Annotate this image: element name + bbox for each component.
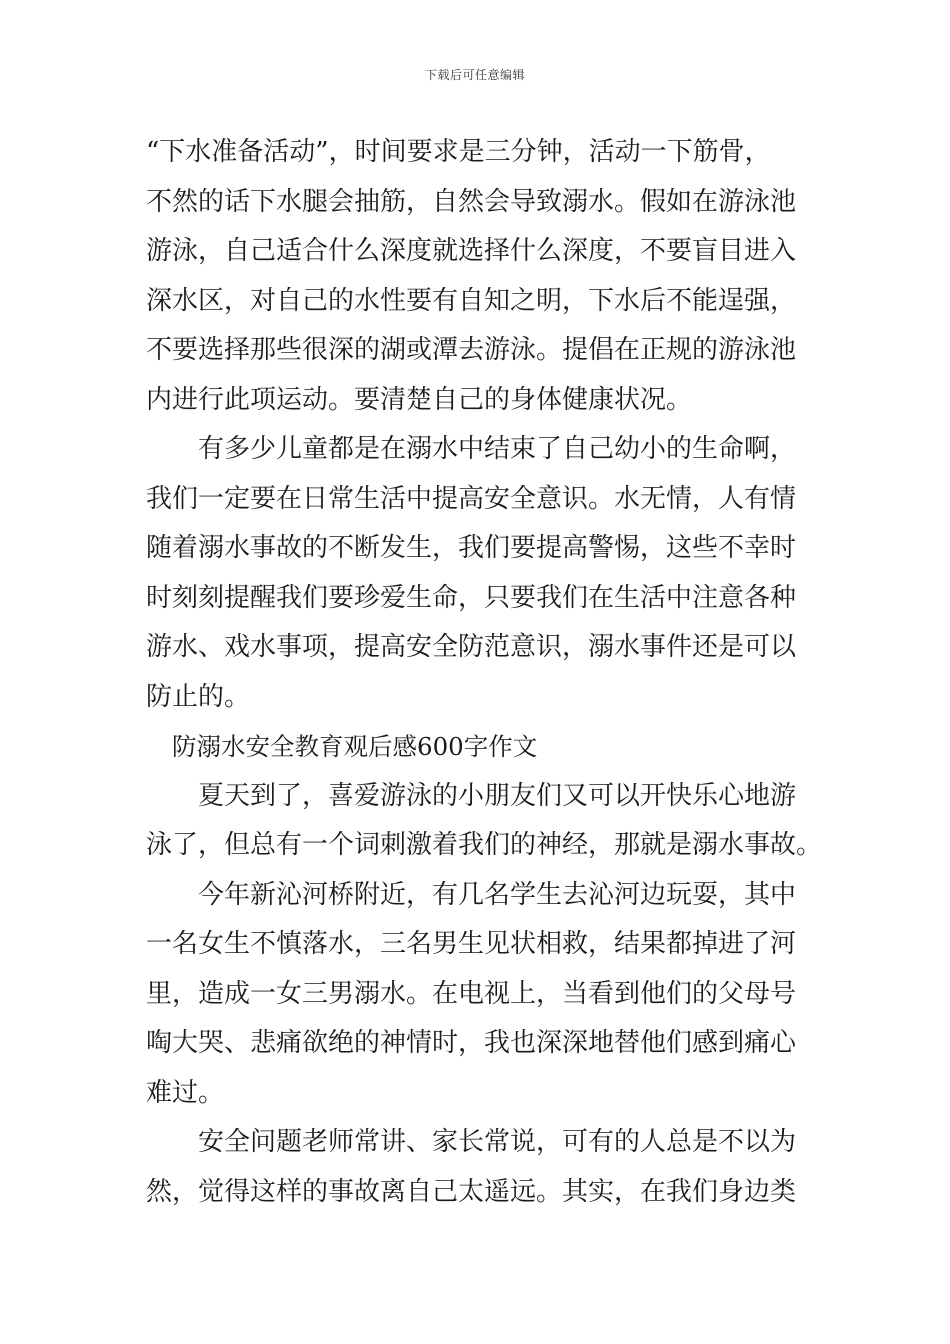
paragraph-first-line: 今年新沁河桥附近，有几名学生去沁河边玩耍，其中: [198, 879, 797, 910]
text-line: 一名女生不慎落水，三名男生见状相救，结果都掉进了河: [146, 929, 797, 959]
text-line: 难过。: [146, 1077, 225, 1108]
text-line: 游水、戏水事项，提高安全防范意识，溺水事件还是可以: [146, 632, 797, 662]
text-line: 不要选择那些很深的湖或潭去游泳。提倡在正规的游泳池: [146, 335, 797, 365]
text-line: “下水准备活动”，时间要求是三分钟，活动一下筋骨，: [146, 137, 771, 167]
text-line: 随着溺水事故的不断发生，我们要提高警惕，这些不幸时: [146, 533, 797, 563]
text-line: 时刻刻提醒我们要珍爱生命，只要我们在生活中注意各种: [146, 582, 797, 613]
text-line: 防止的。: [146, 681, 251, 712]
text-line: 游泳，自己适合什么深度就选择什么深度，不要盲目进入: [146, 236, 797, 266]
page-header-note: 下载后可任意编辑: [424, 68, 525, 82]
text-line: 深水区，对自己的水性要有自知之明，下水后不能逞强，: [146, 285, 797, 316]
paragraph-first-line: 夏天到了，喜爱游泳的小朋友们又可以开快乐心地游: [198, 780, 797, 811]
text-line: 啕大哭、悲痛欲绝的神情时，我也深深地替他们感到痛心: [146, 1028, 797, 1058]
text-line: 泳了，但总有一个词刺激着我们的神经，那就是溺水事故。: [146, 830, 823, 860]
text-line: 里，造成一女三男溺水。在电视上，当看到他们的父母号: [146, 978, 797, 1009]
document-body: [146, 128, 823, 1217]
text-line: 内进行此项运动。要清楚自己的身体健康状况。: [146, 384, 693, 415]
text-line: 不然的话下水腿会抽筋，自然会导致溺水。假如在游泳池: [146, 186, 797, 217]
text-line: 我们一定要在日常生活中提高安全意识。水无情，人有情: [146, 483, 797, 514]
text-line: 然，觉得这样的事故离自己太遥远。其实，在我们身边类: [146, 1176, 797, 1207]
section-heading: 防溺水安全教育观后感600字作文: [172, 732, 538, 761]
paragraph-first-line: 安全问题老师常讲、家长常说，可有的人总是不以为: [198, 1127, 797, 1157]
paragraph-first-line: 有多少儿童都是在溺水中结束了自己幼小的生命啊，: [198, 434, 797, 464]
